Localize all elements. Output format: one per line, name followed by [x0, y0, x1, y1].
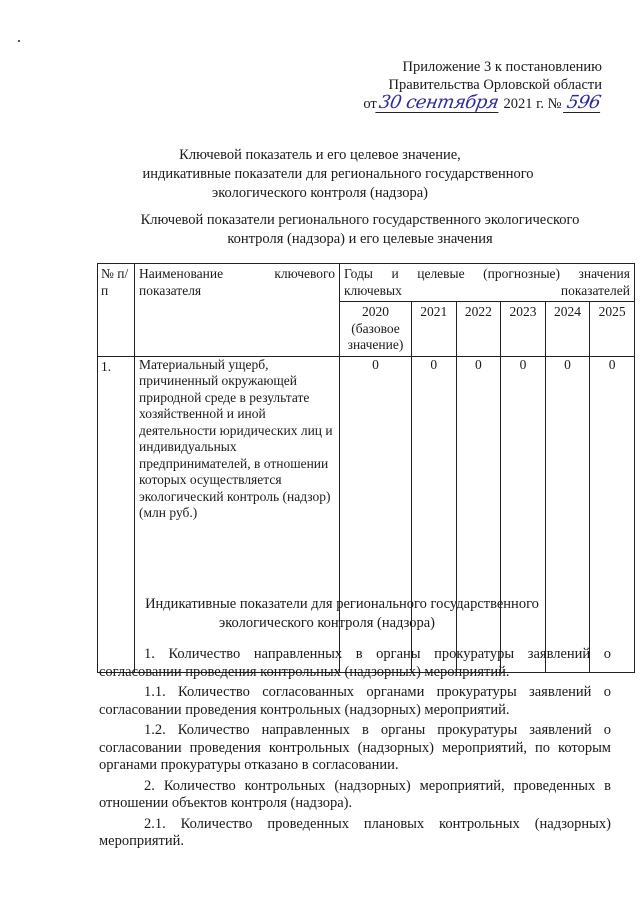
col-name-word-3: показателя	[139, 282, 202, 298]
col-header-number: № п/п	[98, 264, 135, 357]
table-header-row	[98, 264, 635, 302]
list-item: 1.2. Количество направленных в органы прокуратуры заявлений о согласовании проведения контрольных (надзорных) мероприятий, по которым органами прокуратуры отказано в согласовании.	[99, 722, 611, 773]
indicative-list	[99, 646, 611, 854]
col-name-word-2: ключевого	[274, 266, 335, 281]
col-header-years: Годы и целевые (прогнозные) значения ключевых показателей	[340, 264, 635, 302]
row-number: 1.	[98, 356, 135, 672]
year-2022: 2022	[456, 302, 501, 357]
value-2020: 0	[340, 356, 412, 672]
handwritten-date: 30 сентября	[377, 92, 500, 113]
row-indicator-name: Материальный ущерб, причиненный окружающей природной среде в результате хозяйственной и иной деятельности юридических лиц и индивидуальных предпринимателей, в отношении которых осуществляется экологический контроль (надзор) (млн руб.)	[135, 356, 340, 672]
table-title	[110, 211, 610, 249]
scan-speck	[18, 40, 20, 42]
year-2025: 2025	[590, 302, 635, 357]
indicative-title-line-2: экологического контроля (надзора)	[219, 615, 435, 631]
title-line-2: индикативные показатели для регионального государственного	[142, 166, 534, 182]
list-item: 1. Количество направленных в органы прокуратуры заявлений о согласовании проведения контрольных (надзорных) мероприятий.	[99, 646, 611, 680]
col-name-word-1: Наименование	[139, 266, 224, 281]
year-number-label: 2021 г. №	[503, 96, 562, 112]
col-header-name	[135, 264, 340, 357]
appendix-header	[363, 58, 602, 113]
appendix-line-3	[363, 94, 602, 113]
year-2023: 2023	[501, 302, 546, 357]
value-2022: 0	[456, 356, 501, 672]
table-title-line-1: Ключевой показатели регионального государственного экологического	[140, 212, 580, 228]
appendix-line-2: Правительства Орловской области	[388, 77, 602, 93]
title-line-3: экологического контроля (надзора)	[212, 185, 428, 201]
appendix-line-1: Приложение 3 к постановлению	[402, 59, 602, 75]
value-2023: 0	[501, 356, 546, 672]
year-2020: 2020 (базовое значение)	[340, 302, 412, 357]
table-title-line-2: контроля (надзора) и его целевые значения	[227, 231, 493, 247]
value-2024: 0	[545, 356, 590, 672]
document-title	[0, 146, 640, 203]
list-item: 1.1. Количество согласованных органами прокуратуры заявлений о согласовании проведения контрольных (надзорных) мероприятий.	[99, 684, 611, 718]
year-2024: 2024	[545, 302, 590, 357]
value-2021: 0	[411, 356, 456, 672]
handwritten-number: 596	[565, 92, 603, 113]
title-line-1: Ключевой показатель и его целевое значение,	[179, 147, 461, 163]
year-2021: 2021	[411, 302, 456, 357]
list-item: 2. Количество контрольных (надзорных) мероприятий, проведенных в отношении объектов контроля (надзора).	[99, 777, 611, 811]
list-item: 2.1. Количество проведенных плановых контрольных (надзорных) мероприятий.	[99, 815, 611, 849]
indicative-title	[0, 595, 640, 633]
indicative-title-line-1: Индикативные показатели для регионального государственного	[145, 596, 539, 612]
from-label: от	[363, 96, 377, 112]
value-2025: 0	[590, 356, 635, 672]
